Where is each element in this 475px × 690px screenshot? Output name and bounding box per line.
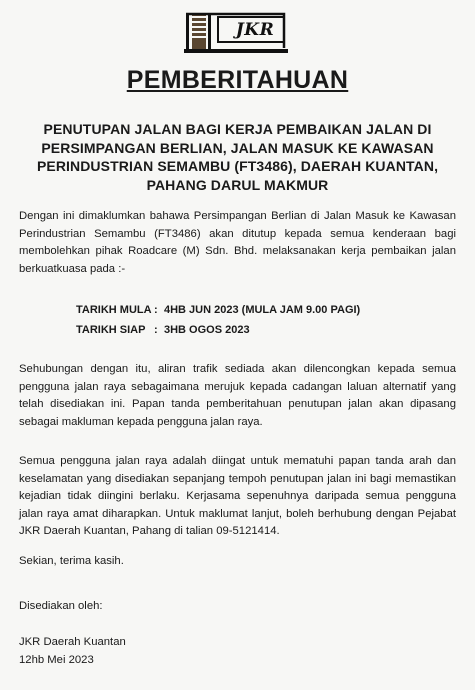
date-value: 3HB OGOS 2023	[164, 324, 250, 336]
closing-text: Sekian, terima kasih.	[19, 555, 124, 567]
prepared-by-label: Disediakan oleh:	[19, 600, 103, 612]
intro-paragraph: Dengan ini dimaklumkan bahawa Persimpangan Berlian di Jalan Masuk ke Kawasan Perindustrian Semambu (FT3486) akan ditutup kepada semua kenderaan bagi membolehkan pihak Roadcare (M) Sdn. Bhd. melaksanakan kerja pembaikan jalan berkuatkuasa pada :-	[19, 210, 456, 275]
organization-name: JKR Daerah Kuantan	[19, 636, 126, 648]
subtitle-line: PERSIMPANGAN BERLIAN, JALAN MASUK KE KAWASAN	[41, 139, 434, 156]
date-value: 4HB JUN 2023 (MULA JAM 9.00 PAGI)	[164, 304, 361, 316]
subtitle-line: PAHANG DARUL MAKMUR	[146, 176, 329, 193]
dates-block	[76, 300, 360, 340]
subtitle-line: PERINDUSTRIAN SEMAMBU (FT3486), DAERAH KUANTAN,	[36, 158, 439, 174]
notice-title: PEMBERITAHUAN	[126, 66, 349, 94]
end-date-row	[76, 320, 360, 340]
notice-subtitle	[14, 120, 461, 194]
safety-paragraph: Semua pengguna jalan raya adalah diingat untuk mematuhi papan tanda arah dan keselamatan yang disediakan sepanjang tempoh penutupan jalan ini bagi memastikan kejadian tidak diingini berlaku. Kerjasama sepenuhnya daripada semua pengguna jalan raya amat diharapkan. Untuk maklumat lanjut, boleh berhubung dengan Pejabat JKR Daerah Kuantan, Pahang di talian 09-5121414.	[19, 455, 456, 538]
logo-text: JKR	[235, 20, 275, 40]
date-label: TARIKH SIAP	[76, 324, 146, 336]
start-date-row	[76, 300, 360, 320]
date-separator: :	[154, 304, 158, 316]
date-label: TARIKH MULA	[76, 304, 152, 316]
subtitle-line: PENUTUPAN JALAN BAGI KERJA PEMBAIKAN JALAN DI	[43, 121, 432, 137]
date-separator: :	[154, 324, 158, 336]
jkr-logo	[184, 8, 288, 56]
traffic-paragraph: Sehubungan dengan itu, aliran trafik sediada akan dilencongkan kepada semua pengguna jalan raya sebagaimana merujuk kepada cadangan laluan alternatif yang telah disediakan ini. Papan tanda pemberitahuan penutupan jalan akan dipasang sebagai makluman kepada pengguna jalan raya.	[19, 363, 456, 428]
issue-date: 12hb Mei 2023	[19, 654, 94, 666]
